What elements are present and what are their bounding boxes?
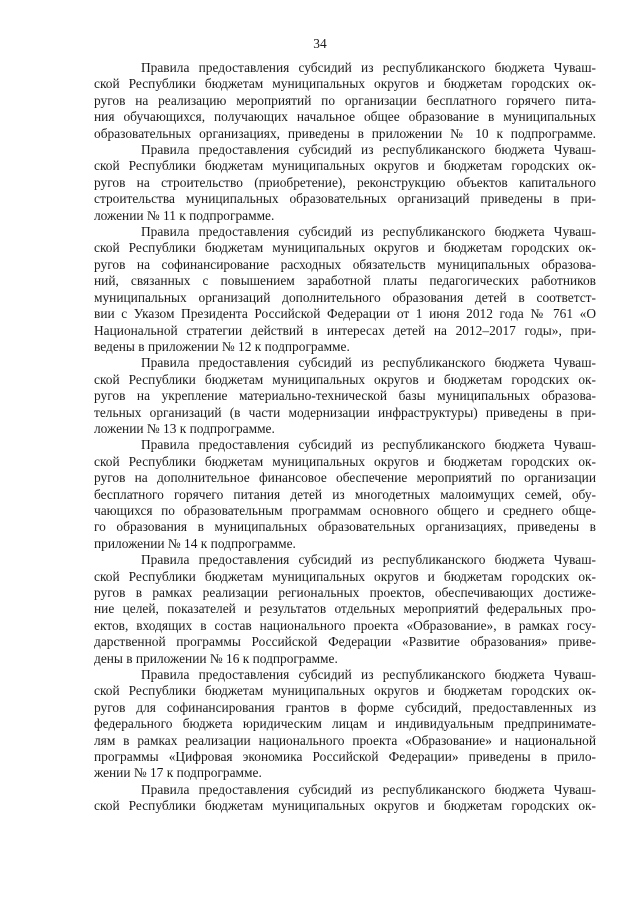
text-line: ской Республики бюджетам муниципальных округов и бюджетам городских ок-	[94, 568, 596, 584]
text-line: вии с Указом Президента Российской Федерации от 1 июня 2012 года № 761 «О	[94, 306, 596, 322]
text-line: ний, связанных с повышением заработной платы педагогических работников	[94, 273, 596, 289]
text-line: Правила предоставления субсидий из республиканского бюджета Чуваш-	[141, 552, 596, 568]
text-line: Национальной стратегии действий в интересах детей на 2012–2017 годы», при-	[94, 322, 596, 338]
text-line: ние целей, показателей и результатов отдельных мероприятий федеральных про-	[94, 601, 596, 617]
text-line: ской Республики бюджетам муниципальных округов и бюджетам городских ок-	[94, 158, 596, 174]
text-line: тельных организаций (в части модернизации инфраструктуры) приведены в при-	[94, 404, 596, 420]
text-line: ской Республики бюджетам муниципальных округов и бюджетам городских ок-	[94, 453, 596, 469]
text-line: ругов в рамках реализации региональных проектов, обеспечивающих достиже-	[94, 585, 596, 600]
text-line: жении № 17 к подпрограмме.	[94, 765, 262, 781]
paragraph	[94, 782, 596, 815]
text-line: ругов на укрепление материально-технической базы муниципальных образова-	[94, 388, 596, 404]
text-line: ской Республики бюджетам муниципальных округов и бюджетам городских ок-	[94, 683, 596, 699]
text-line: Правила предоставления субсидий из республиканского бюджета Чуваш-	[141, 60, 596, 75]
text-line: приложении № 14 к подпрограмме.	[94, 535, 296, 551]
text-line: чающихся по образовательным программам основного общего и среднего обще-	[94, 502, 596, 518]
text-line: Правила предоставления субсидий из республиканского бюджета Чуваш-	[141, 142, 596, 158]
text-line: ской Республики бюджетам муниципальных округов и бюджетам городских ок-	[94, 798, 596, 814]
paragraph	[94, 552, 596, 667]
document-body	[94, 60, 596, 815]
text-line: ской Республики бюджетам муниципальных округов и бюджетам городских ок-	[94, 240, 596, 256]
text-line: ской Республики бюджетам муниципальных округов и бюджетам городских ок-	[94, 76, 596, 92]
text-line: лям в рамках реализации национального проекта «Образование» и национальной	[94, 732, 596, 748]
text-line: ругов на дополнительное финансовое обеспечение мероприятий по организации	[94, 470, 596, 486]
text-line: муниципальных организаций дополнительного образования детей в соответст-	[94, 289, 596, 305]
text-line: строительства муниципальных образовательных организаций приведены в при-	[94, 191, 596, 207]
text-line: бесплатного горячего питания детей из многодетных малоимущих семей, обу-	[94, 486, 596, 502]
text-line: ругов на строительство (приобретение), реконструкцию объектов капитального	[94, 174, 596, 190]
text-line: Правила предоставления субсидий из республиканского бюджета Чуваш-	[141, 224, 596, 240]
page-number: 34	[313, 36, 327, 51]
paragraph	[94, 142, 596, 224]
text-line: ругов на реализацию мероприятий по организации бесплатного горячего пита-	[94, 92, 596, 108]
text-line: ложении № 11 к подпрограмме.	[94, 207, 275, 223]
text-line: ругов для софинансирования грантов в форме субсидий, предоставленных из	[94, 699, 596, 715]
text-line: Правила предоставления субсидий из республиканского бюджета Чуваш-	[141, 437, 596, 453]
text-line: го образования в муниципальных образовательных организациях, приведены в	[94, 519, 596, 535]
text-line: дарственной программы Российской Федерации «Развитие образования» приве-	[94, 634, 596, 650]
text-line: Правила предоставления субсидий из республиканского бюджета Чуваш-	[141, 781, 596, 797]
text-line: ведены в приложении № 12 к подпрограмме.	[94, 338, 350, 354]
paragraph	[94, 355, 596, 437]
text-line: ской Республики бюджетам муниципальных округов и бюджетам городских ок-	[94, 371, 596, 387]
text-line: федерального бюджета юридическим лицам и индивидуальным предпринимате-	[94, 716, 596, 732]
text-line: дены в приложении № 16 к подпрограмме.	[94, 650, 338, 666]
text-line: программы «Цифровая экономика Российской Федерации» приведены в прило-	[94, 749, 596, 765]
text-line: Правила предоставления субсидий из республиканского бюджета Чуваш-	[141, 667, 596, 683]
text-line: ложении № 13 к подпрограмме.	[94, 420, 275, 436]
paragraph	[94, 224, 596, 355]
text-line: ектов, входящих в состав национального проекта «Образование», в рамках госу-	[94, 617, 596, 633]
text-line: Правила предоставления субсидий из республиканского бюджета Чуваш-	[141, 355, 596, 371]
paragraph	[94, 60, 596, 142]
paragraph	[94, 437, 596, 552]
text-line: ния обучающихся, получающих начальное общее образование в муниципальных	[94, 109, 596, 125]
text-line: образовательных организациях, приведены в приложении № 10 к подпрограмме.	[94, 125, 596, 141]
paragraph	[94, 667, 596, 782]
text-line: ругов на софинансирование расходных обязательств муниципальных образова-	[94, 256, 596, 272]
